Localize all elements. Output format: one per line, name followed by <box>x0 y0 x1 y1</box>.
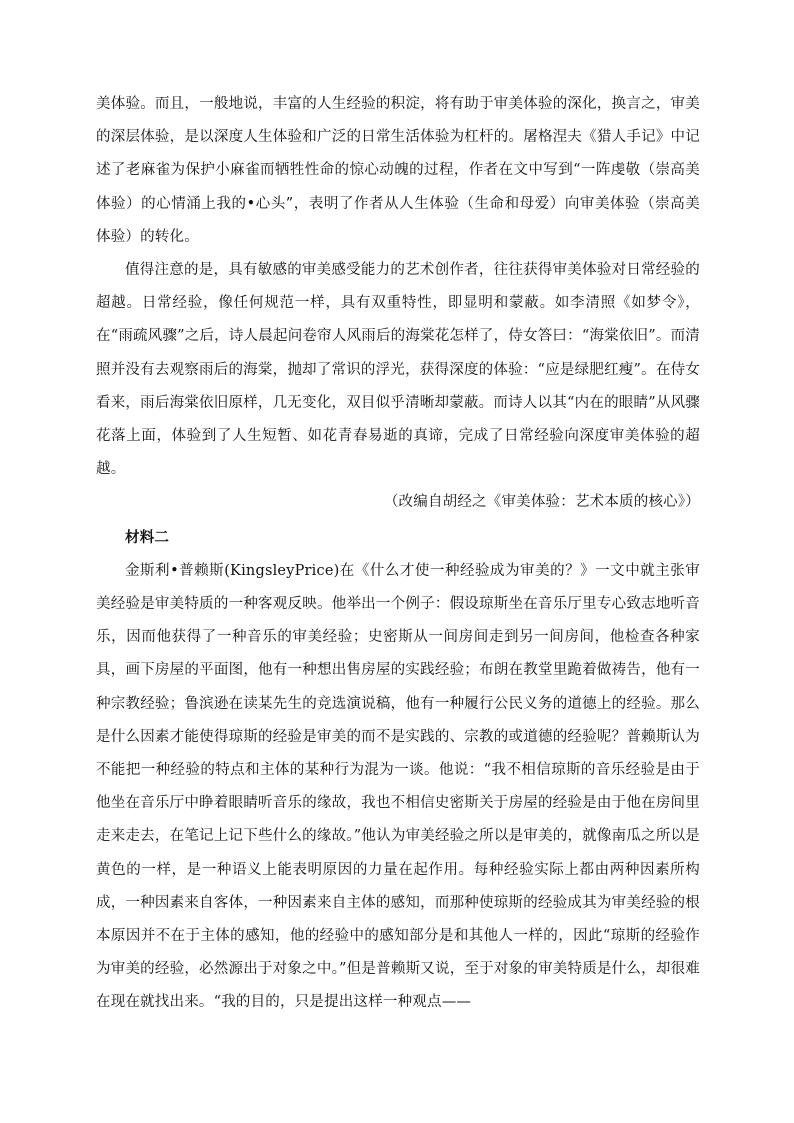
paragraph-3: 金斯利•普赖斯(KingsleyPrice)在《什么才使一种经验成为审美的？》一文中就主张审美经验是审美特质的一种客观反映。他举出一个例子：假设琼斯坐在音乐厅里专心致志地听音乐，因而他获得了一种音乐的审美经验；史密斯从一间房间走到另一间房间，他检查各种家具，画下房屋的平面图，他有一种想出售房屋的实践经验；布朗在教堂里跪着做祷告，他有一种宗教经验；鲁滨逊在读某先生的竞选演说稿，他有一种履行公民义务的道德上的经验。那么是什么因素才能使得琼斯的经验是审美的而不是实践的、宗教的或道德的经验呢？普赖斯认为不能把一种经验的特点和主体的某种行为混为一谈。他说：“我不相信琼斯的音乐经验是由于他坐在音乐厅中睁着眼睛听音乐的缘故，我也不相信史密斯关于房屋的经验是由于他在房间里走来走去，在笔记上记下些什么的缘故。”他认为审美经验之所以是审美的，就像南瓜之所以是黄色的一样，是一种语义上能表明原因的力量在起作用。每种经验实际上都由两种因素所构成，一种因素来自客体，一种因素来自主体的感知，而那种使琼斯的经验成其为审美经验的根本原因并不在于主体的感知，他的经验中的感知部分是和其他人一样的，因此“琼斯的经验作为审美的经验，必然源出于对象之中。”但是普赖斯又说，至于对象的审美特质是什么，却很难在现在就找出来。“我的目的，只是提出这样一种观点—— <box>96 562 700 1011</box>
paragraph-1: 美体验。而且，一般地说，丰富的人生经验的积淀，将有助于审美体验的深化，换言之，审美的深层体验，是以深度人生体验和广泛的日常生活体验为杠杆的。屠格涅夫《猎人手记》中记述了老麻雀为保护小麻雀而牺牲性命的惊心动魄的过程，作者在文中写到“一阵虔敬（崇高美体验）的心情涌上我的•心头”，表明了作者从人生体验（生命和母爱）向审美体验（崇高美体验）的转化。 <box>96 96 700 245</box>
section-heading-material-2: 材料二 <box>125 529 170 546</box>
document-body <box>96 88 700 1020</box>
paragraph-2: 值得注意的是，具有敏感的审美感受能力的艺术创作者，往往获得审美体验对日常经验的超越。日常经验，像任何规范一样，具有双重特性，即显明和蒙蔽。如李清照《如梦令》，在“雨疏风骤”之后，诗人晨起问卷帘人风雨后的海棠花怎样了，侍女答曰：“海棠依旧”。而清照并没有去观察雨后的海棠，抛却了常识的浮光，获得深度的体验：“应是绿肥红瘦”。在侍女看来，雨后海棠依旧原样，几无变化，双目似乎清晰却蒙蔽。而诗人以其“内在的眼睛”从风骤花落上面，体验到了人生短暂、如花青春易逝的真谛，完成了日常经验向深度审美体验的超越。 <box>96 262 700 478</box>
source-citation: （改编自胡经之《审美体验：艺术本质的核心》） <box>383 494 700 511</box>
